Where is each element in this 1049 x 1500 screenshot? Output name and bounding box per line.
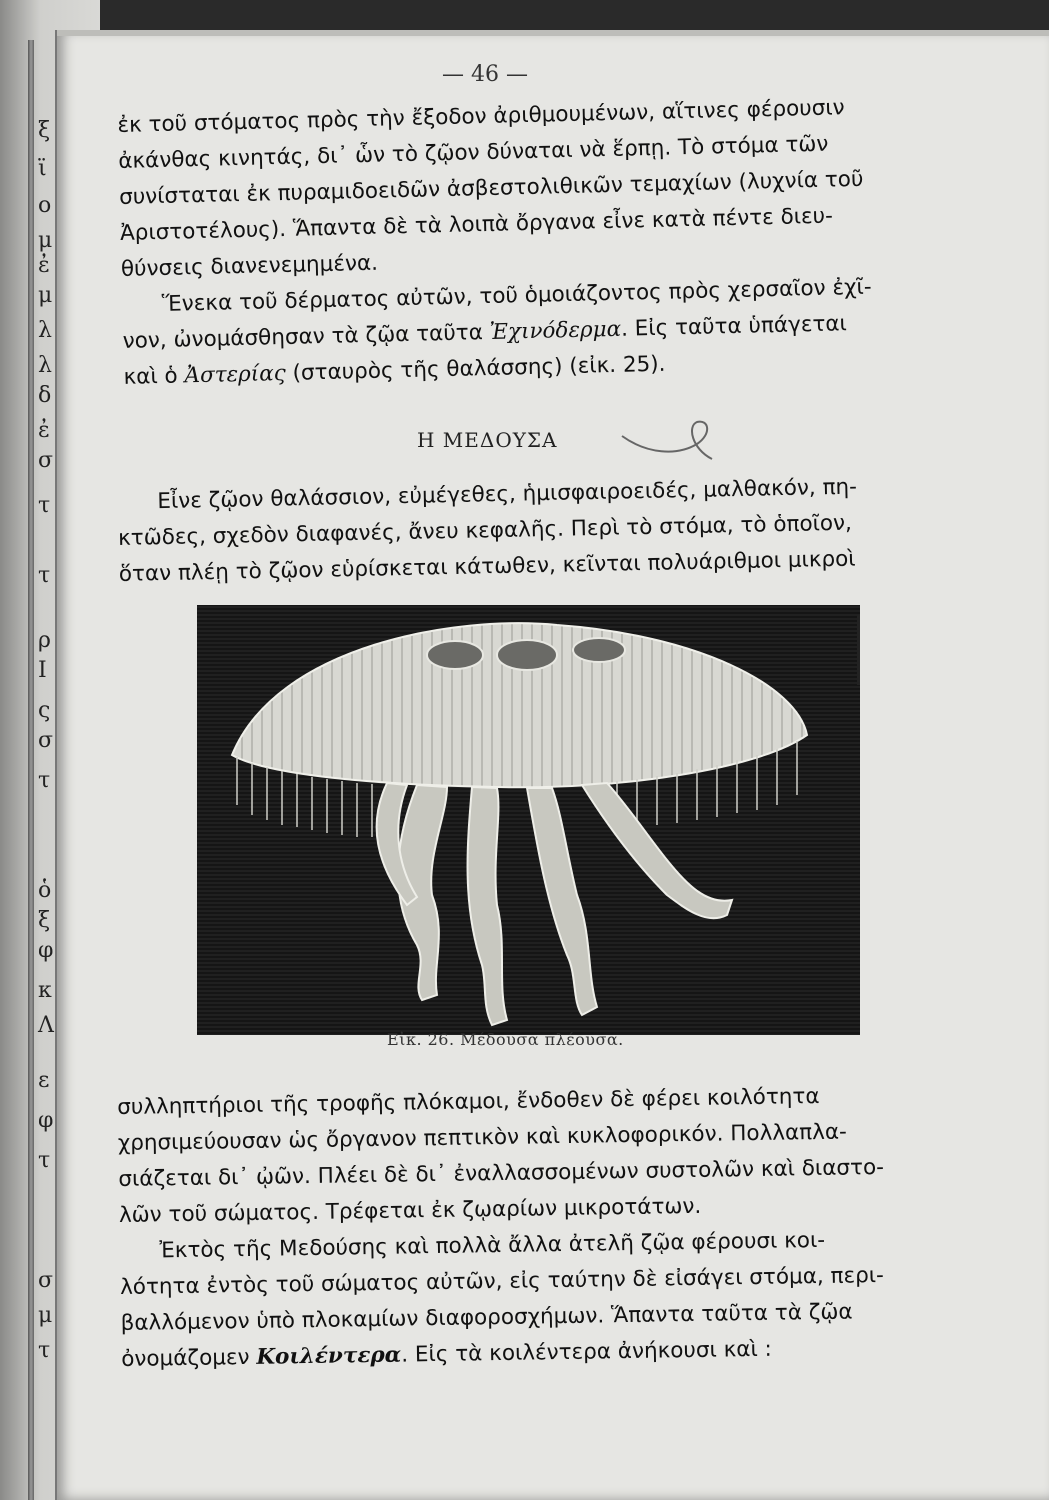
edge-glyph: Ι — [38, 658, 47, 683]
text-fragment: . Εἰς τὰ κοιλέντερα ἀνήκουσι καὶ : — [401, 1336, 773, 1368]
text-line: συλληπτήριοι τῆς τροφῆς πλόκαμοι, ἔνδοθεν δὲ φέρει κοιλότητα — [117, 1083, 820, 1120]
text-fragment: . Εἰς ταῦτα ὑπάγεται — [620, 311, 848, 342]
text-line: ὅταν πλέῃ τὸ ζῷον εὑρίσκεται κάτωθεν, κεῖνται πολυάριθμοι μικροὶ — [118, 546, 856, 587]
edge-glyph: δ — [38, 383, 52, 408]
text-line: ἀκάνθας κινητάς, δι᾽ ὧν τὸ ζῷον δύναται νὰ ἕρπῃ. Τὸ στόμα τῶν — [118, 131, 829, 174]
edge-glyph: λ — [38, 318, 52, 343]
text-fragment: καὶ ὁ — [123, 363, 185, 390]
text-line: ἐκ τοῦ στόματος πρὸς τὴν ἔξοδον ἀριθμουμένων, αἵτινες φέρουσιν — [117, 95, 845, 138]
edge-glyph: ϊ — [38, 156, 47, 181]
text-line: λῶν τοῦ σώματος. Τρέφεται ἐκ ζῳαρίων μικροτάτων. — [118, 1193, 702, 1228]
edge-glyph: τ — [38, 768, 51, 793]
text-fragment: νον, ὠνομάσθησαν τὰ ζῷα ταῦτα — [122, 319, 490, 354]
page-number: — 46 — — [442, 62, 528, 87]
text-line: κτῶδες, σχεδὸν διαφανές, ἄνευ κεφαλῆς. Περὶ τὸ στόμα, τὸ ὁποῖον, — [117, 510, 853, 551]
page-top-edge — [57, 30, 1049, 36]
text-line: Ἐκτὸς τῆς Μεδούσης καὶ πολλὰ ἄλλα ἀτελῆ ζῷα φέρουσι κοι- — [159, 1227, 826, 1264]
edge-glyph: σ — [38, 448, 54, 473]
text-line: Ἕνεκα τοῦ δέρματος αὐτῶν, τοῦ ὁμοιάζοντος πρὸς χερσαῖον ἐχῖ- — [161, 274, 872, 317]
text-line: λότητα ἐντὸς τοῦ σώματος αὐτῶν, εἰς ταύτην δὲ εἰσάγει στόμα, περι- — [119, 1262, 885, 1300]
edge-glyph: ἐ — [38, 253, 50, 278]
text-line: βαλλόμενον ὑπὸ πλοκαμίων διαφοροσχήμων. Ἅπαντα ταῦτα τὰ ζῷα — [120, 1299, 853, 1336]
text-block-medusa — [117, 467, 999, 593]
edge-glyph: τ — [38, 563, 51, 588]
edge-glyph: τ — [38, 493, 51, 518]
text-block-top — [117, 86, 1004, 395]
edge-glyph: μ — [38, 1303, 53, 1328]
edge-glyph: ρ — [38, 628, 51, 653]
edge-glyph: ἐ — [38, 418, 50, 443]
edge-glyph: Λ — [38, 1013, 54, 1038]
term-koilentera: Κοιλέντερα — [256, 1342, 402, 1370]
edge-glyph: μ — [38, 228, 53, 253]
text-line: θύνσεις διανενεμημένα. — [120, 250, 379, 282]
edge-glyph: φ — [38, 1108, 54, 1133]
figure-caption: Εἰκ. 26. Μέδουσα πλέουσα. — [387, 1030, 624, 1049]
text-fragment: ὀνομάζομεν — [121, 1344, 257, 1372]
edge-glyph: ε — [38, 1068, 50, 1093]
edge-glyph: λ — [38, 353, 52, 378]
term-asterias: Ἀστερίας — [184, 360, 287, 389]
book-spine — [28, 40, 34, 1500]
edge-glyph: ξ — [38, 118, 51, 143]
print-scratch — [857, 615, 860, 685]
text-line: Εἶνε ζῷον θαλάσσιον, εὐμέγεθες, ἡμισφαιροειδές, μαλθακόν, πη- — [157, 474, 858, 515]
text-line: συνίσταται ἐκ πυραμιδοειδῶν ἀσβεστολιθικῶν τεμαχίων (λυχνία τοῦ — [118, 166, 864, 210]
text-line: σιάζεται δι᾽ ᾠῶν. Πλέει δὲ δι᾽ ἐναλλασσομένων συστολῶν καὶ διαστο- — [118, 1154, 885, 1192]
edge-glyph: ο — [38, 193, 52, 218]
book-page — [55, 30, 1049, 1500]
section-heading: Η ΜΕΔΟΥΣΑ — [417, 428, 558, 452]
edge-glyph: τ — [38, 1148, 51, 1173]
edge-glyph: ὁ — [38, 878, 52, 903]
edge-glyph: σ — [38, 728, 54, 753]
edge-glyph: μ — [38, 283, 53, 308]
edge-glyph: τ — [38, 1338, 51, 1363]
edge-glyph: ξ — [38, 908, 51, 933]
term-echinoderma: Ἐχινόδερμα — [489, 316, 622, 345]
text-line: χρησιμεύουσαν ὡς ὄργανον πεπτικὸν καὶ κυκλοφορικόν. Πολλαπλα- — [117, 1119, 848, 1156]
edge-glyph: σ — [38, 1268, 54, 1293]
edge-glyph: ς — [38, 698, 51, 723]
text-line: Ἀριστοτέλους). Ἅπαντα δὲ τὰ λοιπὰ ὄργανα εἶνε κατὰ πέντε διευ- — [119, 203, 834, 246]
edge-glyph: κ — [38, 978, 52, 1003]
pencil-annotation — [617, 414, 727, 464]
edge-glyph: φ — [38, 938, 54, 963]
text-block-bottom — [117, 1076, 1001, 1378]
medusa-engraving — [197, 605, 860, 1035]
text-fragment: (σταυρὸς τῆς θαλάσσης) (εἰκ. 25). — [285, 351, 666, 386]
